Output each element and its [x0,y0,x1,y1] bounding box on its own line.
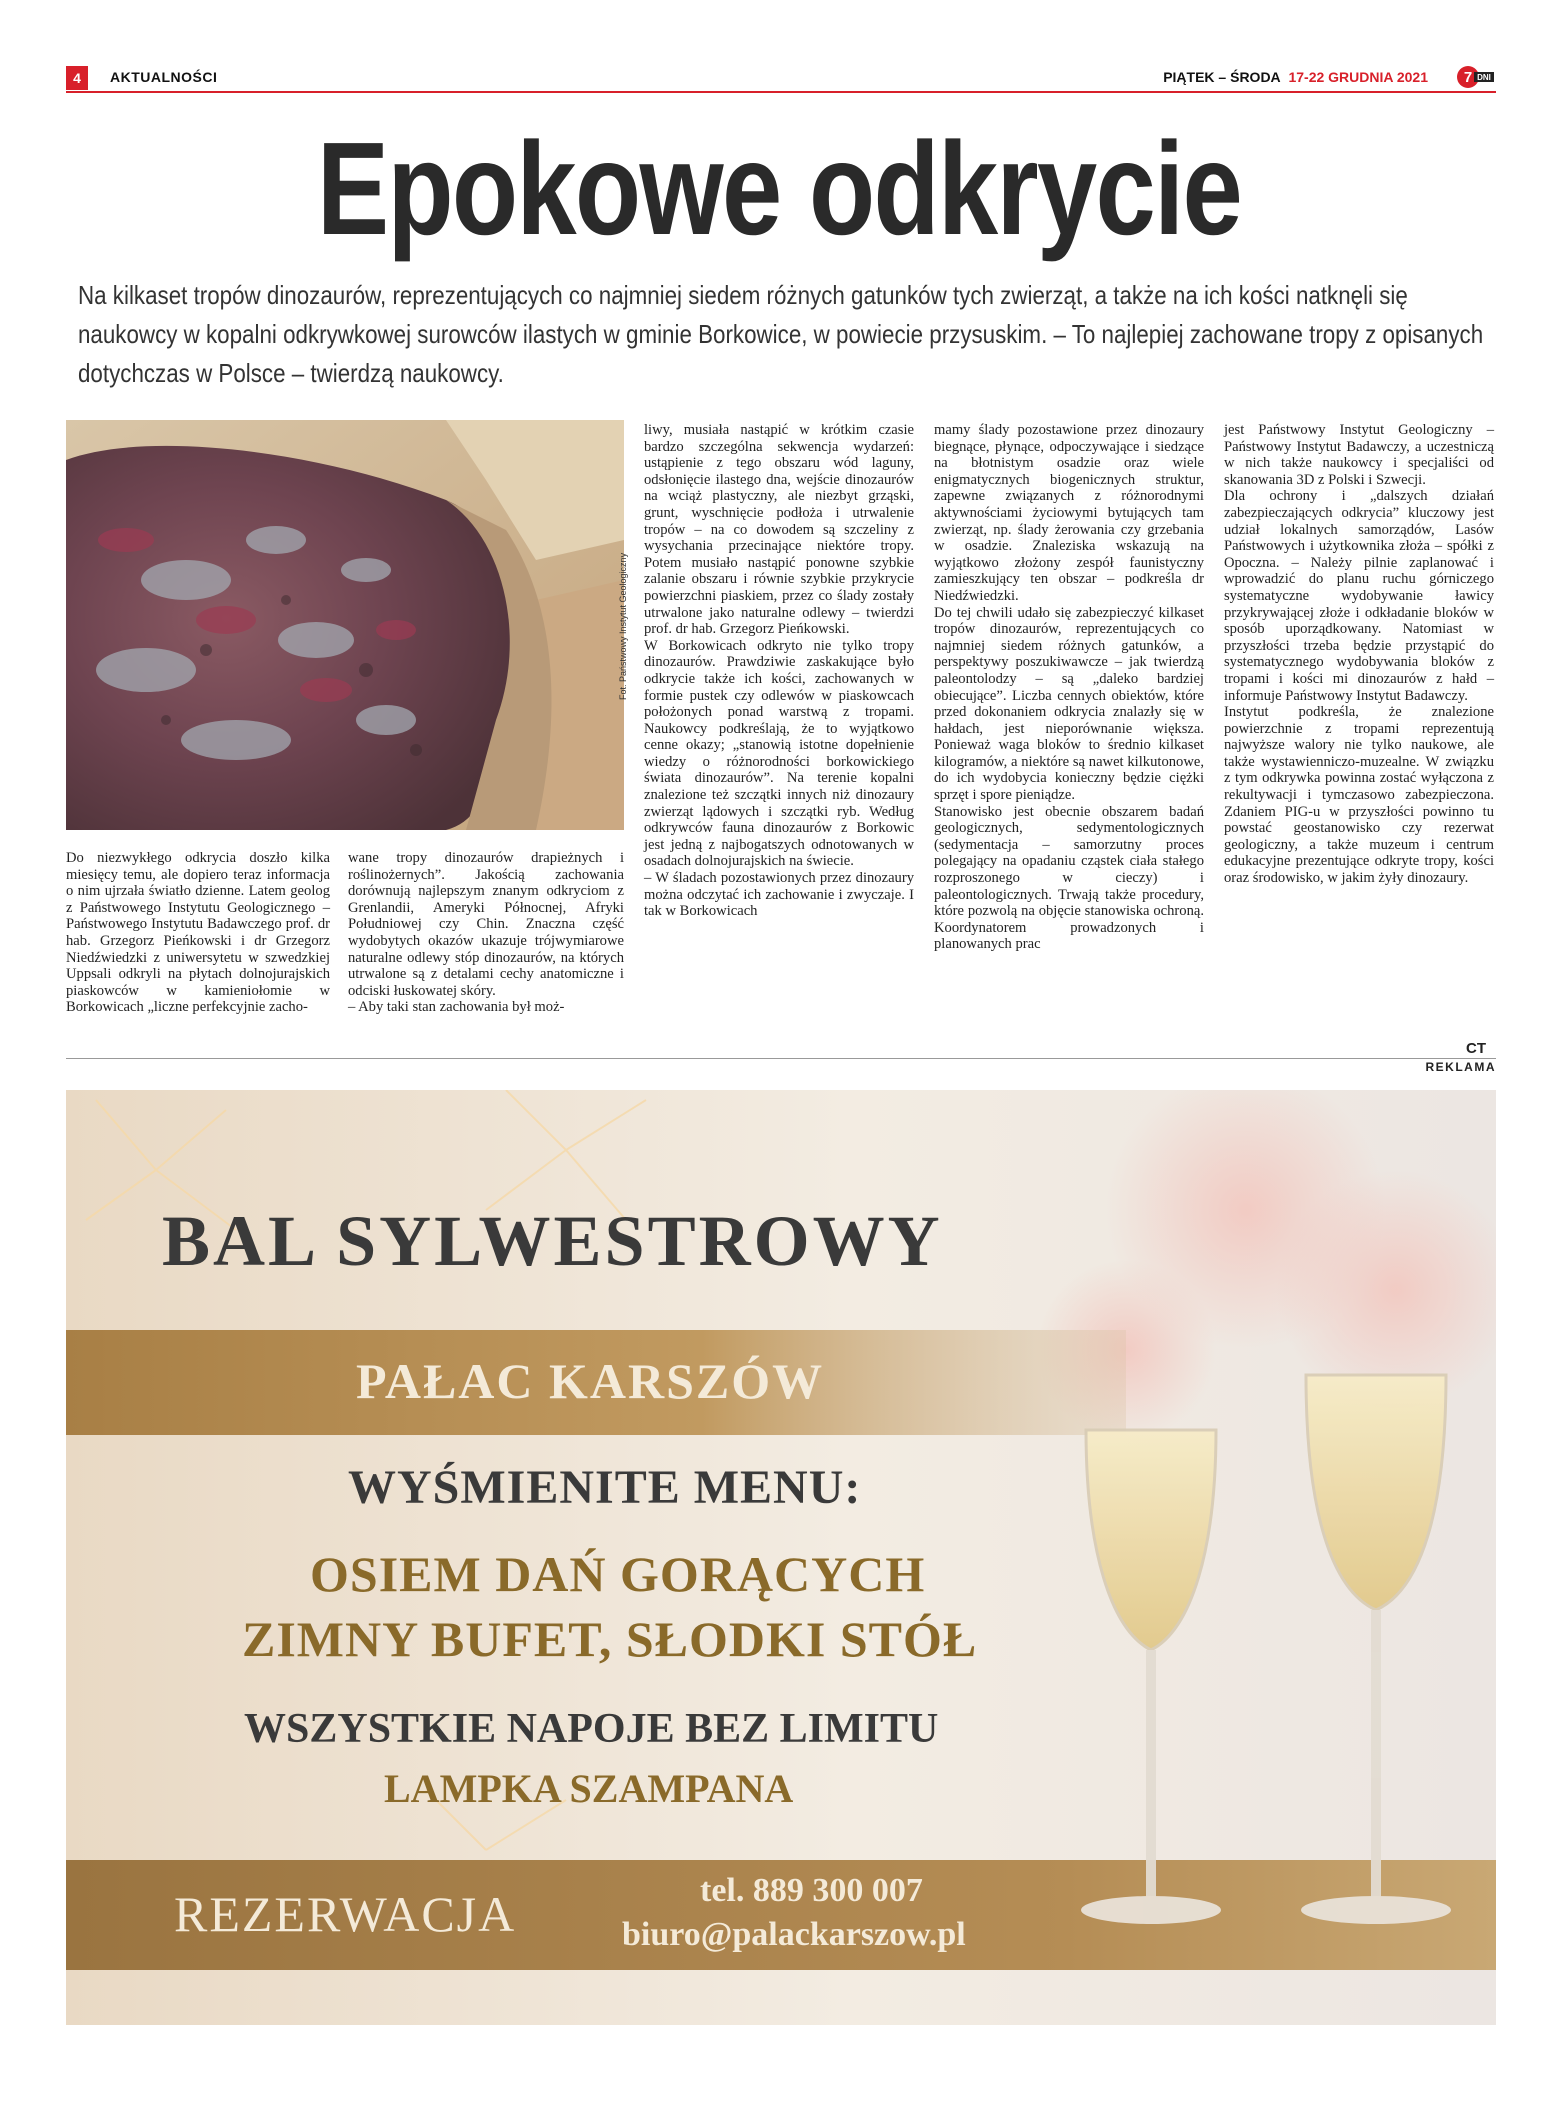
logo-text: DNI [1477,73,1491,82]
article-author: CT [1466,1040,1486,1057]
ad-reservation: REZERWACJA [174,1886,517,1942]
ad-venue: PAŁAC KARSZÓW [356,1353,825,1409]
article-column-4: mamy ślady pozostawione przez dinozaury biegnące, płynące, odpoczywające i siedzące na błotnistym osadzie oraz wiele enigmatycznych biogenicznych struktur, zapewne związanych z różnorodnymi aktywnościami życiowymi bytujących tam zwierząt, np. ślady żerowania czy grzebania w osadzie. Znaleziska wskazują na wyjątkowo złożony zespół faunistyczny zamieszkujący ten obszar – podkreśla dr Niedźwiedzki. Do tej chwili udało się zabezpieczyć kilkaset tropów dinozaurów, reprezentujących co najmniej siedem różnych gatunków, a perspektywy poszukiwawcze – jak twierdzą paleontolodzy – są „daleko bardziej obiecujące”. Liczba cennych obiektów, które przed dokonaniem odkrycia znalazły się w hałdach, jest nieporównanie większa. Ponieważ waga bloków to średnio kilkaset kilogramów, a niektóre są nawet kilkutonowe, do ich wydobycia konieczny będzie ciężki sprzęt i spore pieniądze. Stanowisko jest obecnie obszarem badań geologicznych, sedymentologicznych (sedymentacja – samorzutny proces polegający na opadaniu cząstek ciała stałego rozproszonego w cieczy) i paleontologicznych. Trwają także procedury, które pozwolą na objęcie stanowiska ochroną. Koordynatorem prowadzonych i planowanych prac [934,422,1204,953]
ad-label: REKLAMA [1425,1060,1496,1074]
article-lead: Na kilkaset tropów dinozaurów, reprezentujących co najmniej siedem różnych gatunków tych zwierząt, a także na ich kości natknęli się naukowcy w kopalni odkrywkowej surowców ilastych w gminie Borkowice, w powiecie przysuskim. – To najlepiej zachowane tropy z opisanych dotychczas w Polsce – twierdzą naukowcy. [78,280,1484,388]
section-label: AKTUALNOŚCI [110,69,218,85]
photo-credit: Fot. Państwowy Instytut Geologiczny [618,552,628,700]
ad-menu-line-2: ZIMNY BUFET, SŁODKI STÓŁ [242,1611,978,1667]
ad-separator [66,1058,1496,1059]
logo-number: 7 [1463,69,1473,86]
date-range: 17-22 GRUDNIA 2021 [1288,69,1428,85]
article-column-2: wane tropy dinozaurów drapieżnych i roślinożernych”. Jakością zachowania dorównują najlepszym znanym odkryciom z Grenlandii, Ameryki Północnej, Afryki Południowej czy Chin. Znaczna część wydobytych okazów ukazuje trójwymiarowe naturalne odlewy stóp dinozaurów, na których utrwalone są z detalami cechy anatomiczne i odciski łuskowatej skóry. – Aby taki stan zachowania był moż- [348,850,624,1016]
article-photo [66,420,624,830]
date-prefix: PIĄTEK – ŚRODA [1163,69,1281,85]
article-column-3: liwy, musiała nastąpić w krótkim czasie bardzo szczególna sekwencja wydarzeń: ustąpienie z tego obszaru wód laguny, odsłonięcie ilastego dna, wejście dinozaurów na wciąż plastyczny, ale niezbyt grząski, grunt, wyschnięcie podłoża i utrwalenie tropów – na co dowodem są szczeliny z wysychania przecinające niektóre tropy. Potem musiało nastąpić ponowne szybkie zalanie obszaru i równie szybkie przykrycie powierzchni piaskiem, przez co ślady zostały utrwalone jako naturalne odlewy – twierdzi prof. dr hab. Grzegorz Pieńkowski. W Borkowicach odkryto nie tylko tropy dinozaurów. Prawdziwie zaskakujące było odkrycie także ich kości, zachowanych w formie pustek czy odlewów w piaskowcach położonych ponad warstwą z tropami. Naukowcy podkreślają, że to wyjątkowo cenne okazy; „stanowią istotne dopełnienie wiedzy o różnorodności borkowickiego świata dinozaurów”. Na terenie kopalni znalezione też szczątki innych niż dinozaury zwierząt lądowych i szczątki ryb. Według odkrywców fauna dinozaurów z Borkowic jest jedną z najbogatszych odnotowanych w osadach dolnojurajskich na świecie. – W śladach pozostawionych przez dinozaury można odczytać ich zachowanie i zwyczaje. I tak w Borkowicach [644,422,914,920]
newspaper-logo [1456,64,1496,90]
advertisement [66,1090,1496,2025]
ad-phone[interactable]: tel. 889 300 007 [700,1872,923,1909]
ad-headline: BAL SYLWESTROWY [162,1201,943,1281]
article-title: Epokowe odkrycie [316,115,1242,262]
ad-menu-line-1: OSIEM DAŃ GORĄCYCH [310,1546,926,1602]
header-rule [66,91,1496,93]
article-column-1: Do niezwykłego odkrycia doszło kilka miesięcy temu, ale dopiero teraz informacja o nim ujrzała światło dzienne. Latem geolog z Państwowego Instytutu Geologicznego – Państwowego Instytutu Badawczego prof. dr hab. Grzegorz Pieńkowski i dr Grzegorz Niedźwiedzki z uniwersytetu w szwedzkiej Uppsali odkryli na płytach dolnojurajskich piaskowców w kamieniołomie w Borkowicach „liczne perfekcyjnie zacho- [66,850,330,1016]
ad-menu-title: WYŚMIENITE MENU: [348,1461,862,1514]
issue-date [1163,69,1428,85]
page-number: 4 [66,66,88,90]
ad-email[interactable]: biuro@palackarszow.pl [622,1916,966,1953]
ad-drinks-line-1: WSZYSTKIE NAPOJE BEZ LIMITU [244,1706,939,1752]
ad-drinks-line-2: LAMPKA SZAMPANA [384,1766,794,1811]
article-column-5: jest Państwowy Instytut Geologiczny – Państwowy Instytut Badawczy, a uczestniczą w nich także naukowcy i specjaliści od skanowania 3D z Polski i Szwecji. Dla ochrony i „dalszych działań zabezpieczających odkrycia” kluczowy jest udział lokalnych samorządów, Lasów Państwowych i użytkownika złoża – spółki z Opoczna. – Należy pilnie zaplanować i wprowadzić do planu ruchu górniczego systematyczne wydobywanie ławicy przykrywającej złoże i odkładanie bloków w sposób uporządkowany. Natomiast w przyszłości trzeba będzie przystąpić do systematycznego wydobywania bloków z tropami i kości mi dinozaurów z hałd – informuje Państwowy Instytut Badawczy. Instytut podkreśla, że znalezione powierzchnie z tropami reprezentują najwyższe walory nie tylko naukowe, ale także wystawienniczo-muzealne. W związku z tym odkrywka powinna zostać wyłączona z rekultywacji i tymczasowo zabezpieczona. Zdaniem PIG-u w przyszłości powinno tu powstać geostanowisko czy rezerwat geologiczny, a także muzeum i centrum edukacyjne prezentujące odkryte tropy, kości oraz środowisko, w jakim żyły dinozaury. [1224,422,1494,887]
